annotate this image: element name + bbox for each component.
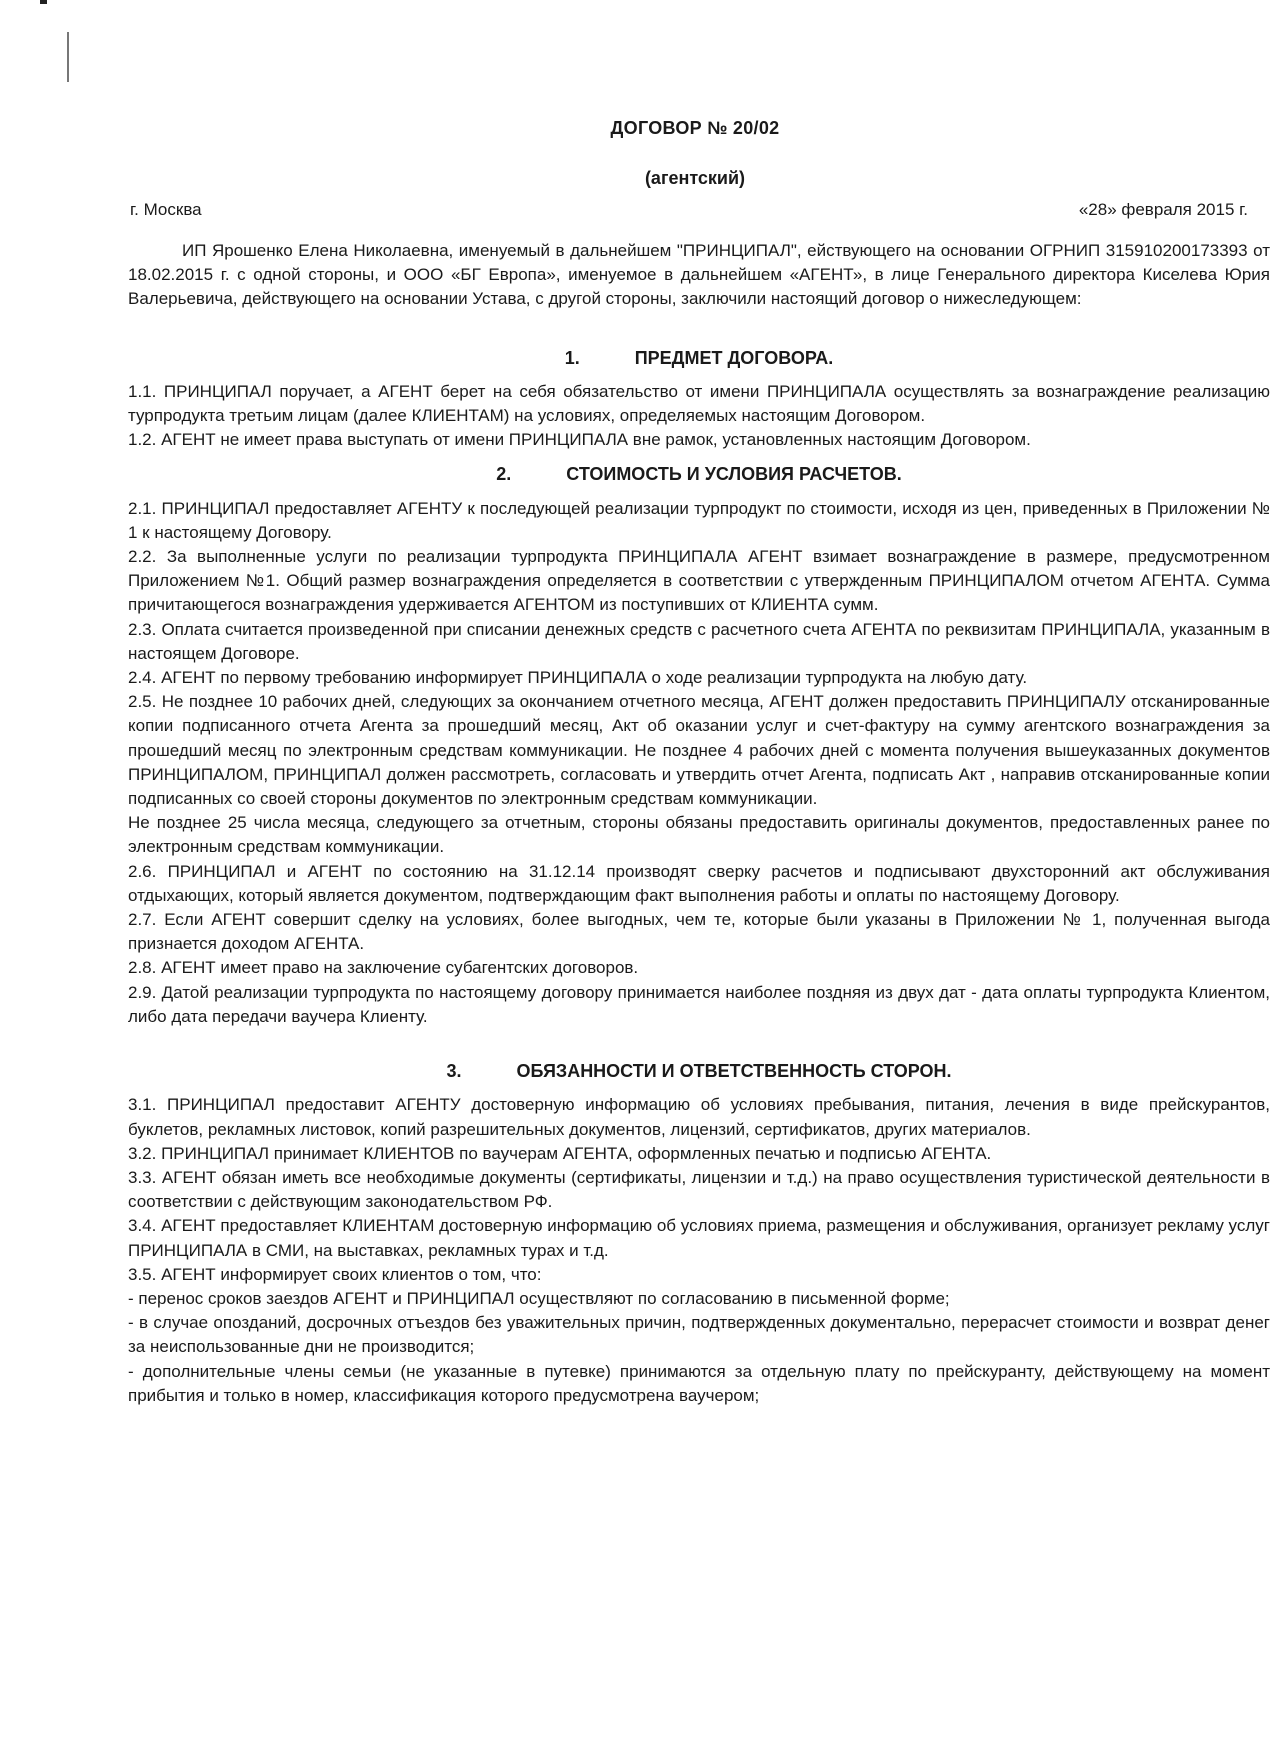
clause-3-5: 3.5. АГЕНТ информирует своих клиентов о том, что: xyxy=(128,1264,542,1284)
document-title: ДОГОВОР № 20/02 xyxy=(610,118,780,138)
document-body xyxy=(128,239,1270,1408)
clause-2-1: 2.1. ПРИНЦИПАЛ предоставляет АГЕНТУ к последующей реализации турпродукт по стоимости, исходя из цен, приведенных в Приложении № 1 к настоящему Договору. xyxy=(128,498,1270,542)
scan-artifact-line xyxy=(67,32,69,82)
clause-3-2: 3.2. ПРИНЦИПАЛ принимает КЛИЕНТОВ по ваучерам АГЕНТА, оформленных печатью и подписью АГЕНТА. xyxy=(128,1143,992,1163)
clause-2-2: 2.2. За выполненные услуги по реализации турпродукта ПРИНЦИПАЛА АГЕНТ взимает вознаграждение в размере, предусмотренном Приложением №1. Общий размер вознаграждения определяется в соответствии с утвержденным ПРИНЦИПАЛОМ отчетом АГЕНТА. Сумма причитающегося вознаграждения удерживается АГЕНТОМ из поступивших от КЛИЕНТА сумм. xyxy=(128,547,1270,615)
intro-paragraph: ИП Ярошенко Елена Николаевна, именуемый в дальнейшем "ПРИНЦИПАЛ", ействующего на основании ОГРНИП 315910200173393 от 18.02.2015 г. с одной стороны, и ООО «БГ Европа», именуемое в дальнейшем «АГЕНТ», в лице Генерального директора Киселева Юрия Валерьевича, действующего на основании Устава, с другой стороны, заключили настоящий договор о нижеследующем: xyxy=(128,241,1270,309)
section-title: ПРЕДМЕТ ДОГОВОРА. xyxy=(634,347,834,368)
section-number: 1. xyxy=(564,347,580,368)
section-title: СТОИМОСТЬ И УСЛОВИЯ РАСЧЕТОВ. xyxy=(566,464,902,485)
clause-1-1: 1.1. ПРИНЦИПАЛ поручает, а АГЕНТ берет на себя обязательство от имени ПРИНЦИПАЛА осуществлять за вознаграждение реализацию турпродукта третьим лицам (далее КЛИЕНТАМ) на условиях, определяемых настоящим Договором. xyxy=(128,381,1270,426)
section-heading-2 xyxy=(128,462,1270,486)
section-number: 2. xyxy=(496,464,512,485)
section-title: ОБЯЗАННОСТИ И ОТВЕТСТВЕННОСТЬ СТОРОН. xyxy=(516,1061,952,1082)
document-date: «28» февраля 2015 г. xyxy=(1078,200,1248,219)
section-heading-1 xyxy=(128,346,1270,370)
list-item-3: - дополнительные члены семьи (не указанные в путевке) принимаются за отдельную плату по прейскуранту, действующему на момент прибытия и только в номер, классификация которого предусмотрена ваучером; xyxy=(128,1361,1270,1405)
clause-2-4: 2.4. АГЕНТ по первому требованию информирует ПРИНЦИПАЛА о ходе реализации турпродукта на любую дату. xyxy=(128,668,1028,688)
clause-3-4: 3.4. АГЕНТ предоставляет КЛИЕНТАМ достоверную информацию об условиях приема, размещения и обслуживания, организует рекламу услуг ПРИНЦИПАЛА в СМИ, на выставках, рекламных турах и т.д. xyxy=(128,1216,1270,1260)
clause-2-7: 2.7. Если АГЕНТ совершит сделку на условиях, более выгодных, чем те, которые были указаны в Приложении № 1, полученная выгода признается доходом АГЕНТА. xyxy=(128,910,1270,954)
document-city: г. Москва xyxy=(130,200,202,219)
list-item-1: - перенос сроков заездов АГЕНТ и ПРИНЦИПАЛ осуществляют по согласованию в письменной форме; xyxy=(128,1288,950,1308)
scan-artifact xyxy=(40,0,47,4)
clause-2-8: 2.8. АГЕНТ имеет право на заключение субагентских договоров. xyxy=(128,958,639,978)
clause-2-3: 2.3. Оплата считается произведенной при списании денежных средств с расчетного счета АГЕНТА по реквизитам ПРИНЦИПАЛА, указанным в настоящем Договоре. xyxy=(128,619,1270,663)
clause-3-1: 3.1. ПРИНЦИПАЛ предоставит АГЕНТУ достоверную информацию об условиях пребывания, питания, лечения в виде прейскурантов, буклетов, рекламных листовок, копий разрешительных документов, лицензий, сертификатов, других материалов. xyxy=(128,1095,1270,1139)
clause-2-5: 2.5. Не позднее 10 рабочих дней, следующих за окончанием отчетного месяца, АГЕНТ должен предоставить ПРИНЦИПАЛУ отсканированные копии подписанного отчета Агента за прошедший месяц, Акт об оказании услуг и счет-фактуру на сумму агентского вознаграждения за прошедший месяц по электронным средствам коммуникации. Не позднее 4 рабочих дней с момента получения вышеуказанных документов ПРИНЦИПАЛОМ, ПРИНЦИПАЛ должен рассмотреть, согласовать и утвердить отчет Агента, подписать Акт , направив отсканированные копии подписанных со своей стороны документов по электронным средствам коммуникации. xyxy=(128,692,1270,809)
clause-2-6: 2.6. ПРИНЦИПАЛ и АГЕНТ по состоянию на 31.12.14 производят сверку расчетов и подписывают двухсторонний акт обслуживания отдыхающих, который является документом, подтверждающим факт выполнения работы и оплаты по настоящему Договору. xyxy=(128,861,1270,905)
section-number: 3. xyxy=(446,1061,462,1082)
clause-1-2: 1.2. АГЕНТ не имеет права выступать от имени ПРИНЦИПАЛА вне рамок, установленных настоящим Договором. xyxy=(128,430,1031,450)
section-heading-3 xyxy=(128,1059,1270,1083)
list-item-2: - в случае опозданий, досрочных отъездов без уважительных причин, подтвержденных документально, перерасчет стоимости и возврат денег за неиспользованные дни не производится; xyxy=(128,1313,1270,1357)
document-subtitle: (агентский) xyxy=(644,168,746,188)
clause-3-3: 3.3. АГЕНТ обязан иметь все необходимые документы (сертификаты, лицензии и т.д.) на право осуществления туристической деятельности в соответствии с действующим законодательством РФ. xyxy=(128,1167,1270,1212)
clause-2-5-continued: Не позднее 25 числа месяца, следующего за отчетным, стороны обязаны предоставить оригиналы документов, предоставленных ранее по электронным средствам коммуникации. xyxy=(128,813,1270,857)
clause-2-9: 2.9. Датой реализации турпродукта по настоящему договору принимается наиболее поздняя из двух дат - дата оплаты турпродукта Клиентом, либо дата передачи ваучера Клиенту. xyxy=(128,982,1270,1026)
